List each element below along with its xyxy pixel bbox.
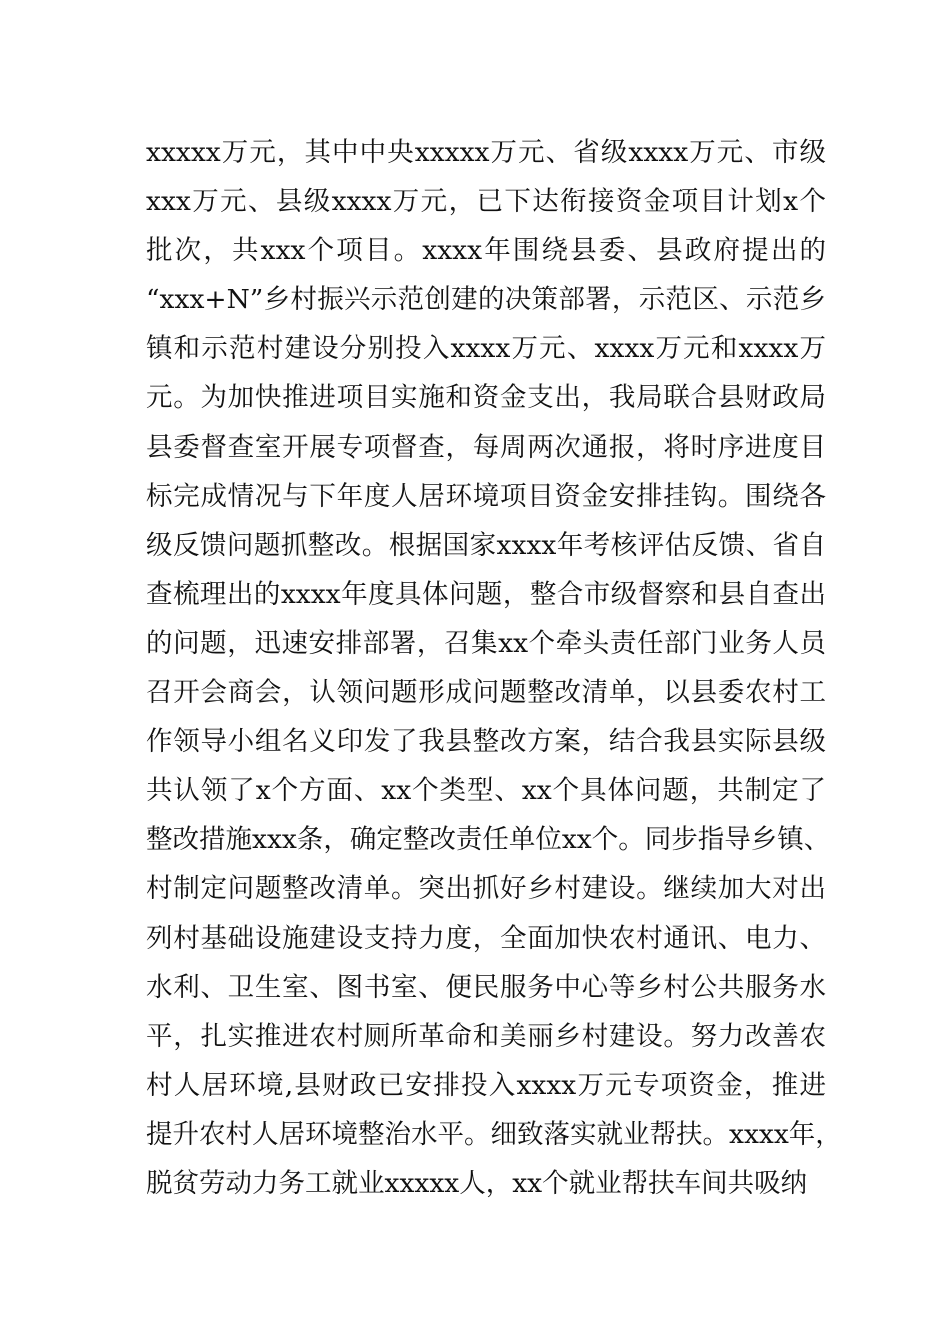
text-line: 平，扎实推进农村厕所革命和美丽乡村建设。努力改善农 — [146, 1020, 826, 1052]
text-line: “xxx+N”乡村振兴示范创建的决策部署，示范区、示范乡 — [146, 284, 826, 316]
text-line: 查梳理出的xxxx年度具体问题，整合市级督察和县自查出 — [146, 578, 826, 610]
text-line: 级反馈问题抓整改。根据国家xxxx年考核评估反馈、省自 — [146, 529, 826, 561]
text-line: 县委督查室开展专项督查，每周两次通报，将时序进度目 — [146, 431, 826, 463]
text-line: 列村基础设施建设支持力度，全面加快农村通讯、电力、 — [146, 922, 826, 954]
text-line: 村制定问题整改清单。突出抓好乡村建设。继续加大对出 — [146, 873, 826, 905]
text-line: 水利、卫生室、图书室、便民服务中心等乡村公共服务水 — [146, 971, 826, 1003]
text-line: 批次，共xxx个项目。xxxx年围绕县委、县政府提出的 — [146, 235, 826, 267]
text-line: 脱贫劳动力务工就业xxxxx人，xx个就业帮扶车间共吸纳 — [146, 1167, 808, 1199]
text-line: 元。为加快推进项目实施和资金支出，我局联合县财政局 — [146, 382, 826, 414]
text-line: 标完成情况与下年度人居环境项目资金安排挂钩。围绕各 — [146, 480, 826, 512]
text-line: 召开会商会，认领问题形成问题整改清单，以县委农村工 — [146, 677, 826, 709]
body-text — [146, 128, 842, 1208]
text-line: 镇和示范村建设分别投入xxxx万元、xxxx万元和xxxx万 — [146, 333, 826, 365]
text-line: 的问题，迅速安排部署，召集xx个牵头责任部门业务人员 — [146, 627, 826, 659]
text-line: 作领导小组名义印发了我县整改方案，结合我县实际县级 — [146, 726, 826, 758]
text-line: xxxxx万元，其中中央xxxxx万元、省级xxxx万元、市级 — [146, 137, 826, 168]
text-line: 提升农村人居环境整治水平。细致落实就业帮扶。xxxx年， — [146, 1118, 842, 1150]
text-line: xxx万元、县级xxxx万元，已下达衔接资金项目计划x个 — [146, 186, 826, 218]
text-line: 共认领了x个方面、xx个类型、xx个具体问题，共制定了 — [146, 775, 826, 807]
text-line: 整改措施xxx条，确定整改责任单位xx个。同步指导乡镇、 — [146, 824, 831, 856]
text-line: 村人居环境,县财政已安排投入xxxx万元专项资金，推进 — [146, 1069, 826, 1101]
